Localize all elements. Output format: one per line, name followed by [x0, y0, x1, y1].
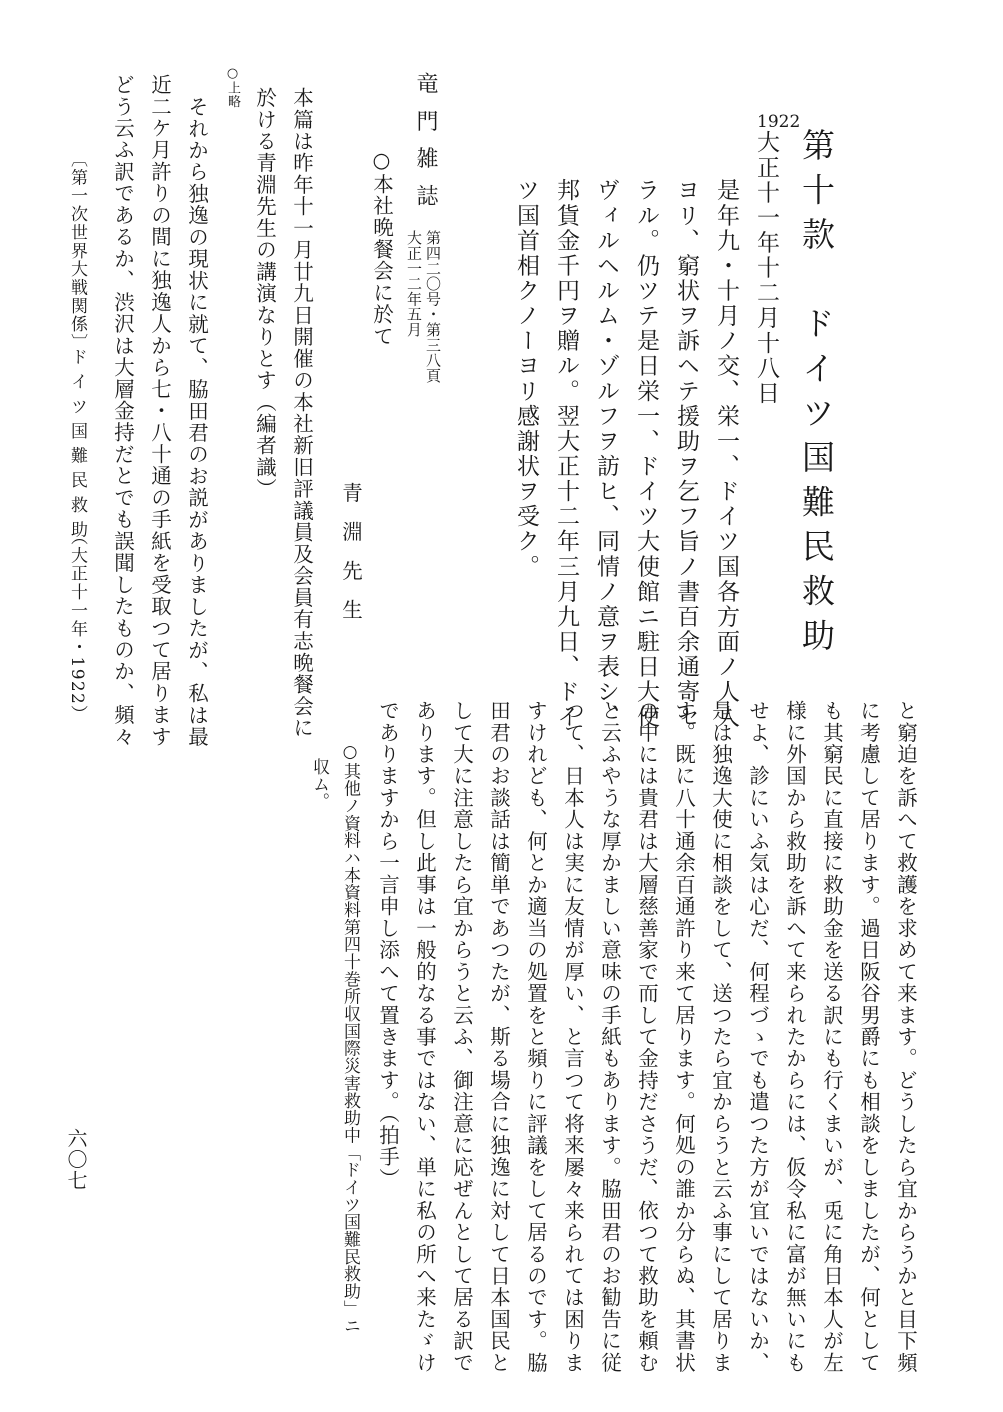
source-date: 大正一二年五月 [405, 230, 423, 338]
speech-line: 様に外国から救助を訴へて来られたからには、仮令私に富が無いにも [782, 700, 807, 1374]
summary-line: 是年九・十月ノ交、栄一、ドイツ国各方面ノ人人 [713, 178, 739, 730]
speech-line: あります。但し此事は一般的なる事ではない、単に私の所へ来たゞけ [412, 700, 437, 1374]
speech-line: でありますから一言申し添へて置きます。（拍手） [375, 700, 400, 1190]
source-magazine: 竜門雑誌 [413, 72, 438, 222]
section-title: 第十款 ドイツ国難民救助 [797, 128, 836, 663]
source-event: ○本社晩餐会に於て [369, 148, 394, 348]
page-number: 六〇七 [64, 1128, 88, 1191]
speech-line: すけれども、何とか適当の処置をと頻りに評議をして居るのです。脇 [523, 700, 548, 1374]
other-materials-line: 収ム。 [309, 758, 329, 811]
speech-line: つて、日本人は実に友情が厚い、と言つて将来屡々来られては困りま [560, 700, 585, 1374]
speech-line: して大に注意したら宜からうと云ふ、御注意に応ぜんとして居る訳で [449, 700, 474, 1374]
summary-line: ツ国首相クノーヨリ感謝状ヲ受ク。 [513, 178, 539, 580]
date-line: 大正十一年十二月十八日 [753, 130, 779, 406]
summary-line: ヨリ、窮状ヲ訴ヘテ援助ヲ乞フ旨ノ書百余通寄セ [673, 178, 699, 730]
omission-mark: ○上略 [225, 66, 240, 108]
footer-section: ドイツ国難民救助 [67, 348, 87, 546]
date-year-gregorian: 1922 [757, 112, 801, 132]
speech-line: と窮迫を訴へて救護を求めて来ます。どうしたら宜からうかと目下頻 [893, 700, 918, 1374]
speaker-name: 青淵先生 [338, 482, 363, 638]
speech-line: も其窮民に直接に救助金を送る訳にも行くまいが、兎に角日本人が左 [819, 700, 844, 1374]
speech-line: それから独逸の現状に就て、脇田君のお説がありましたが、私は最 [184, 96, 209, 748]
footer-date: （大正十一年・1922） [67, 528, 87, 724]
speech-line: 是は独逸大使に相談をして、送つたら宜からうと云ふ事にして居りま [708, 700, 733, 1374]
editor-note-line: 於ける青淵先生の講演なりとす（編者識） [252, 87, 277, 500]
summary-line: ヴィルヘルム・ゾルフヲ訪ヒ、同情ノ意ヲ表シ、 [593, 178, 619, 730]
speech-line: す。既に八十通余百通許り来て居ります。何処の誰か分らぬ、其書状 [671, 700, 696, 1374]
summary-line: 邦貨金千円ヲ贈ル。翌大正十二年三月九日、ドイ [553, 178, 579, 730]
source-issue: 第四二〇号・第三八頁 [424, 230, 442, 383]
speech-line: の中には貴君は大層慈善家で而して金持ださうだ、依つて救助を頼む [634, 700, 659, 1374]
other-materials-line: ○其他ノ資料ハ本資料第四十巻所収国際災害救助中「ドイツ国難民救助」ニ [340, 742, 360, 1335]
speech-line: 近二ケ月許りの間に独逸人から七・八十通の手紙を受取つて居ります [147, 74, 172, 748]
speech-line: と云ふやうな厚かましい意味の手紙もあります。脇田君のお勧告に従 [597, 700, 622, 1374]
editor-note-line: 本篇は昨年十一月廿九日開催の本社新旧評議員及会員有志晩餐会に [289, 87, 314, 739]
speech-line: に考慮して居ります。過日阪谷男爵にも相談をしましたが、何として [856, 700, 881, 1374]
speech-line: どう云ふ訳であるか、渋沢は大層金持だとでも誤聞したものか、頻々 [110, 74, 135, 748]
speech-line: せよ、診にいふ気は心だ、何程づゝでも遣つた方が宜いではないか、 [745, 700, 770, 1374]
summary-line: ラル。仍ツテ是日栄一、ドイツ大使館ニ駐日大使 [633, 178, 659, 730]
footer-series: 〔第一次世界大戦関係〕 [67, 150, 87, 352]
speech-line: 田君のお談話は簡単であつたが、斯る場合に独逸に対して日本国民と [486, 700, 511, 1374]
